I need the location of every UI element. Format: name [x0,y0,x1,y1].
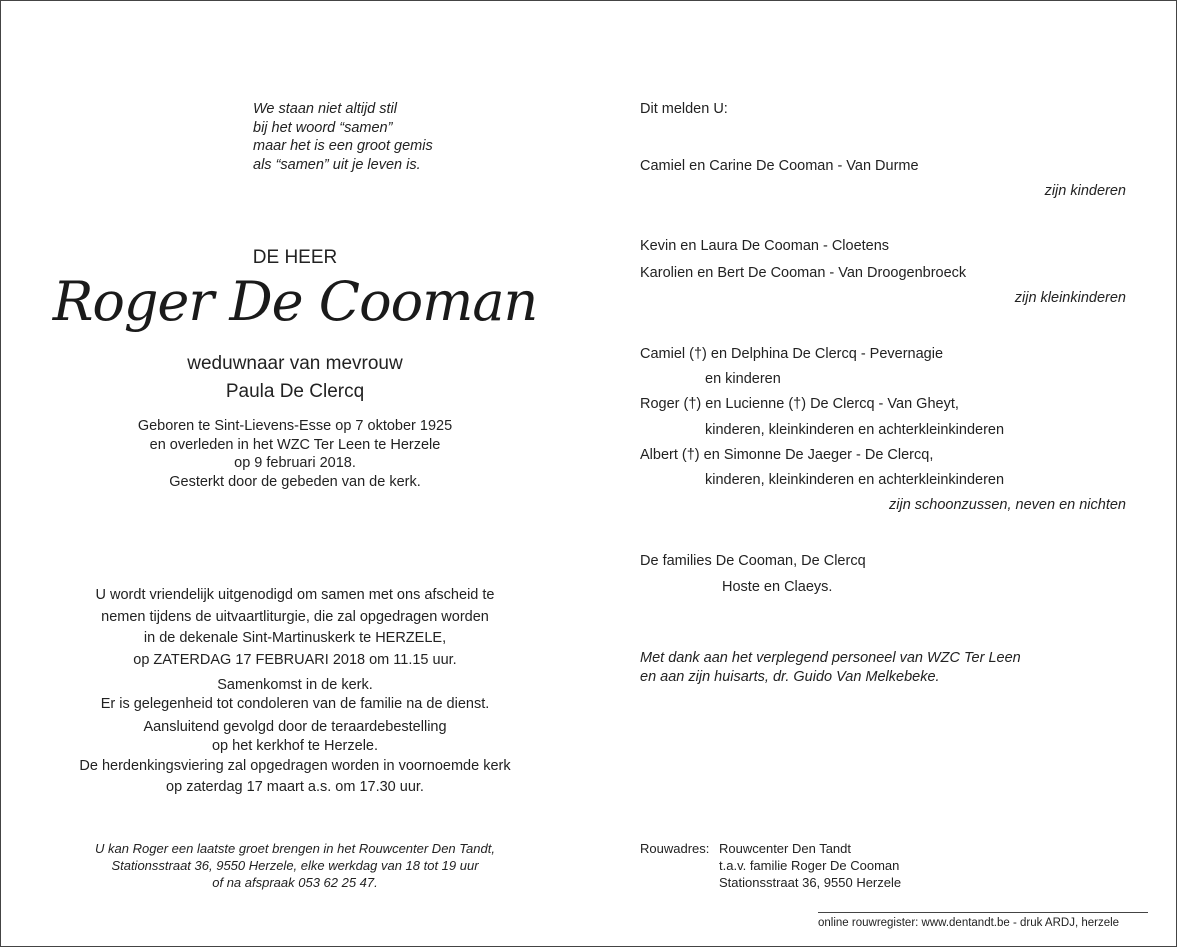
note-line: Stationsstraat 36, 9550 Herzele, elke werkdag van 18 tot 19 uur [111,858,479,873]
deceased-name: Roger De Cooman [52,270,538,333]
poem [253,100,433,174]
invite-line: U wordt vriendelijk uitgenodigd om samen met ons afscheid te [95,587,495,603]
families-line: Hoste en Claeys. [722,579,833,595]
burial-line: Aansluitend gevolgd door de teraardebestelling [143,719,447,735]
gathering-line: Er is gelegenheid tot condoleren van de familie na de dienst. [100,696,490,712]
funeral-invitation [40,585,550,798]
grandchildren-role: zijn kleinkinderen [1014,290,1126,306]
children-names: Camiel en Carine De Cooman - Van Durme [640,158,919,174]
poem-line: bij het woord “samen” [253,119,393,136]
remembrance-line: De herdenkingsviering zal opgedragen worden in voornoemde kerk [79,758,511,774]
remembrance-line: op zaterdag 17 maart a.s. om 17.30 uur. [166,779,424,795]
spouse-name: Paula De Clercq [225,381,365,402]
bio-line: Gesterkt door de gebeden van de kerk. [169,473,421,490]
inlaw-line: kinderen, kleinkinderen en achterkleinkinderen [705,422,1005,438]
invite-line: nemen tijdens de uitvaartliturgie, die zal opgedragen worden [101,608,489,625]
address-text: Rouwcenter Den Tandt [719,841,852,856]
poem-line: maar het is een groot gemis [253,138,433,154]
visit-note [40,840,550,891]
bio-line: en overleden in het WZC Ter Leen te Herzele [149,436,441,453]
widow-line: weduwnaar van mevrouw [187,353,403,374]
poem-line: We staan niet altijd stil [253,101,397,117]
grandchild-name: Karolien en Bert De Cooman - Van Droogenbroeck [640,265,967,281]
gathering-line: Samenkomst in de kerk. [217,677,373,693]
invite-line: in de dekenale Sint-Martinuskerk te HERZELE, [143,630,447,646]
footer-text: online rouwregister: www.dentandt.be - druk ARDJ, herzele [818,917,1120,929]
inlaw-line: kinderen, kleinkinderen en achterkleinkinderen [705,472,1005,488]
thanks-line: Met dank aan het verplegend personeel van WZC Ter Leen [640,650,1021,666]
burial-line: op het kerkhof te Herzele. [211,738,379,754]
families-line: De families De Cooman, De Clercq [640,553,866,569]
footer-divider [818,912,1148,913]
note-line: U kan Roger een laatste groet brengen in het Rouwcenter Den Tandt, [95,841,495,856]
inlaw-line: en kinderen [705,371,781,387]
bio-line: op 9 februari 2018. [234,455,356,471]
inlaw-line: Camiel (†) en Delphina De Clercq - Pevernagie [640,346,944,362]
note-line: of na afspraak 053 62 25 47. [212,875,378,890]
announce-line: Dit melden U: [640,101,728,117]
poem-line: als “samen” uit je leven is. [253,156,421,173]
inlaws-role: zijn schoonzussen, neven en nichten [889,497,1126,513]
inlaw-line: Albert (†) en Simonne De Jaeger - De Clercq, [640,447,934,463]
grandchild-name: Kevin en Laura De Cooman - Cloetens [640,238,890,254]
address-line [640,840,1126,857]
honorific: DE HEER [252,247,338,268]
children-role: zijn kinderen [1044,183,1126,199]
thanks-line: en aan zijn huisarts, dr. Guido Van Melkebeke. [640,669,940,685]
widow-of [40,350,550,406]
address-line: t.a.v. familie Roger De Cooman [719,858,900,873]
inlaw-line: Roger (†) en Lucienne (†) De Clercq - Van Gheyt, [640,396,959,412]
address-line: Stationsstraat 36, 9550 Herzele [719,875,902,890]
address-label: Rouwadres: [640,841,710,856]
bio-line: Geboren te Sint-Lievens-Esse op 7 oktober 1925 [137,418,453,434]
invite-line: op ZATERDAG 17 FEBRUARI 2018 om 11.15 uur. [133,652,457,668]
biography [40,417,550,491]
